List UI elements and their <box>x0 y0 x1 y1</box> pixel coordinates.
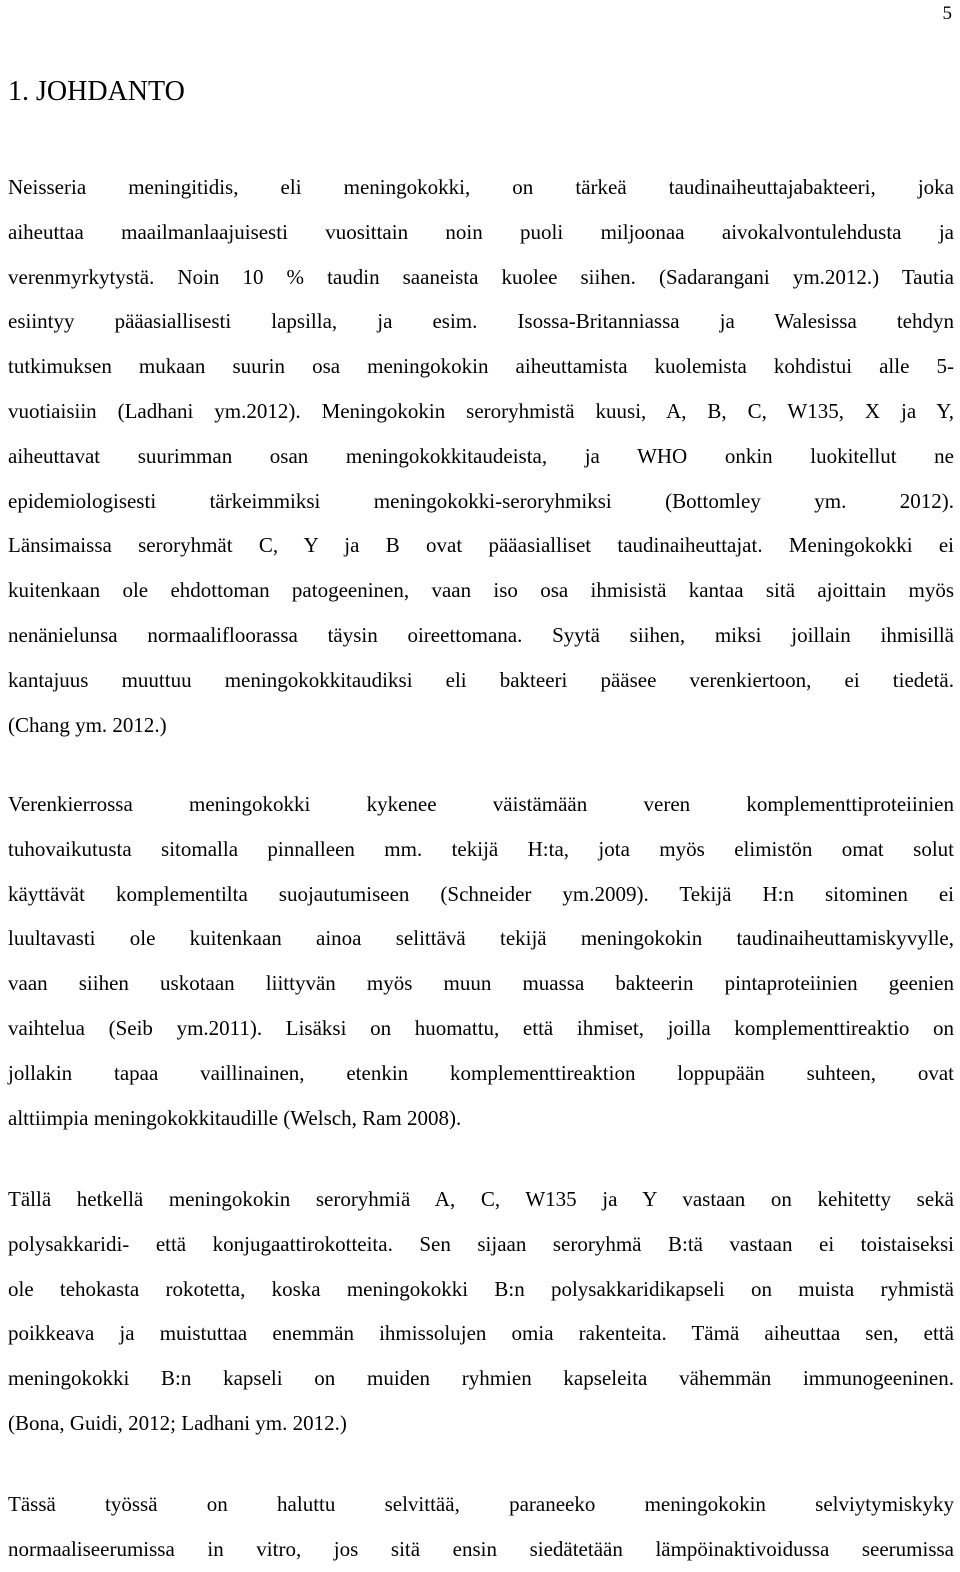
paragraph-aim <box>8 1482 954 1572</box>
text-line: verenmyrkytystä. Noin 10 % taudin saaneista kuolee siihen. (Sadarangani ym.2012.) Tautia <box>8 264 954 289</box>
text-line: Länsimaissa seroryhmät C, Y ja B ovat pääasialliset taudinaiheuttajat. Meningokokki ei <box>8 533 954 558</box>
text-line: nenänielunsa normaalifloorassa täysin oireettomana. Syytä siihen, miksi joillain ihmisillä <box>8 622 954 647</box>
text-line: ole tehokasta rokotetta, koska meningokokki B:n polysakkaridikapseli on muista ryhmistä <box>8 1276 954 1301</box>
text-line: vaan siihen uskotaan liittyvän myös muun muassa bakteerin pintaproteiinien geenien <box>8 971 954 996</box>
page-number: 5 <box>942 3 952 24</box>
text-line: esiintyy pääasiallisesti lapsilla, ja esim. Isossa-Britanniassa ja Walesissa tehdyn <box>8 309 954 334</box>
text-line: jollakin tapaa vaillinainen, etenkin komplementtireaktion loppupään suhteen, ovat <box>8 1060 954 1085</box>
text-line: kuitenkaan ole ehdottoman patogeeninen, vaan iso osa ihmisistä kantaa sitä ajoittain myös <box>8 578 954 603</box>
paragraph-vaccines <box>8 1177 954 1446</box>
text-line: Tällä hetkellä meningokokin seroryhmiä A, C, W135 ja Y vastaan on kehitetty sekä <box>8 1187 954 1211</box>
text-line: kantajuus muuttuu meningokokkitaudiksi eli bakteeri pääsee verenkiertoon, ei tiedetä. <box>8 667 954 692</box>
text-line: (Bona, Guidi, 2012; Ladhani ym. 2012.) <box>8 1410 347 1435</box>
text-line: alttiimpia meningokokkitaudille (Welsch, Ram 2008). <box>8 1105 462 1130</box>
text-line: aiheuttavat suurimman osan meningokokkitaudeista, ja WHO onkin luokitellut ne <box>8 443 954 468</box>
text-line: vaihtelua (Seib ym.2011). Lisäksi on huomattu, että ihmiset, joilla komplementtireaktio on <box>8 1015 954 1040</box>
text-line: vuotiaisiin (Ladhani ym.2012). Meningokokin seroryhmistä kuusi, A, B, C, W135, X ja Y, <box>8 398 954 423</box>
text-line: aiheuttaa maailmanlaajuisesti vuosittain noin puoli miljoonaa aivokalvontulehdusta ja <box>8 219 954 244</box>
text-line: Neisseria meningitidis, eli meningokokki, on tärkeä taudinaiheuttajabakteeri, joka <box>8 175 954 199</box>
paragraph-complement <box>8 782 954 1140</box>
text-line: polysakkaridi- että konjugaattirokotteita. Sen sijaan seroryhmä B:tä vastaan ei toistaiseksi <box>8 1231 954 1256</box>
text-line: tutkimuksen mukaan suurin osa meningokokin aiheuttamista kuolemista kohdistui alle 5- <box>8 354 954 379</box>
text-line: Verenkierrossa meningokokki kykenee väistämään veren komplementtiproteiinien <box>8 792 954 816</box>
text-line: poikkeava ja muistuttaa enemmän ihmissolujen omia rakenteita. Tämä aiheuttaa sen, että <box>8 1321 954 1346</box>
text-line: tuhovaikutusta sitomalla pinnalleen mm. tekijä H:ta, jota myös elimistön omat solut <box>8 836 954 861</box>
text-line: normaaliseerumissa in vitro, jos sitä ensin siedätetään lämpöinaktivoidussa seerumissa <box>8 1536 954 1561</box>
text-line: Tässä työssä on haluttu selvittää, paraneeko meningokokin selviytymiskyky <box>8 1492 954 1516</box>
text-line: meningokokki B:n kapseli on muiden ryhmien kapseleita vähemmän immunogeeninen. <box>8 1366 954 1391</box>
paragraph-introduction <box>8 165 954 747</box>
text-line: käyttävät komplementilta suojautumiseen (Schneider ym.2009). Tekijä H:n sitominen ei <box>8 881 954 906</box>
text-line: luultavasti ole kuitenkaan ainoa selittävä tekijä meningokokin taudinaiheuttamiskyvylle, <box>8 926 954 951</box>
section-heading: 1. JOHDANTO <box>8 76 185 107</box>
text-line: (Chang ym. 2012.) <box>8 712 167 737</box>
text-line: epidemiologisesti tärkeimmiksi meningokokki-seroryhmiksi (Bottomley ym. 2012). <box>8 488 954 513</box>
